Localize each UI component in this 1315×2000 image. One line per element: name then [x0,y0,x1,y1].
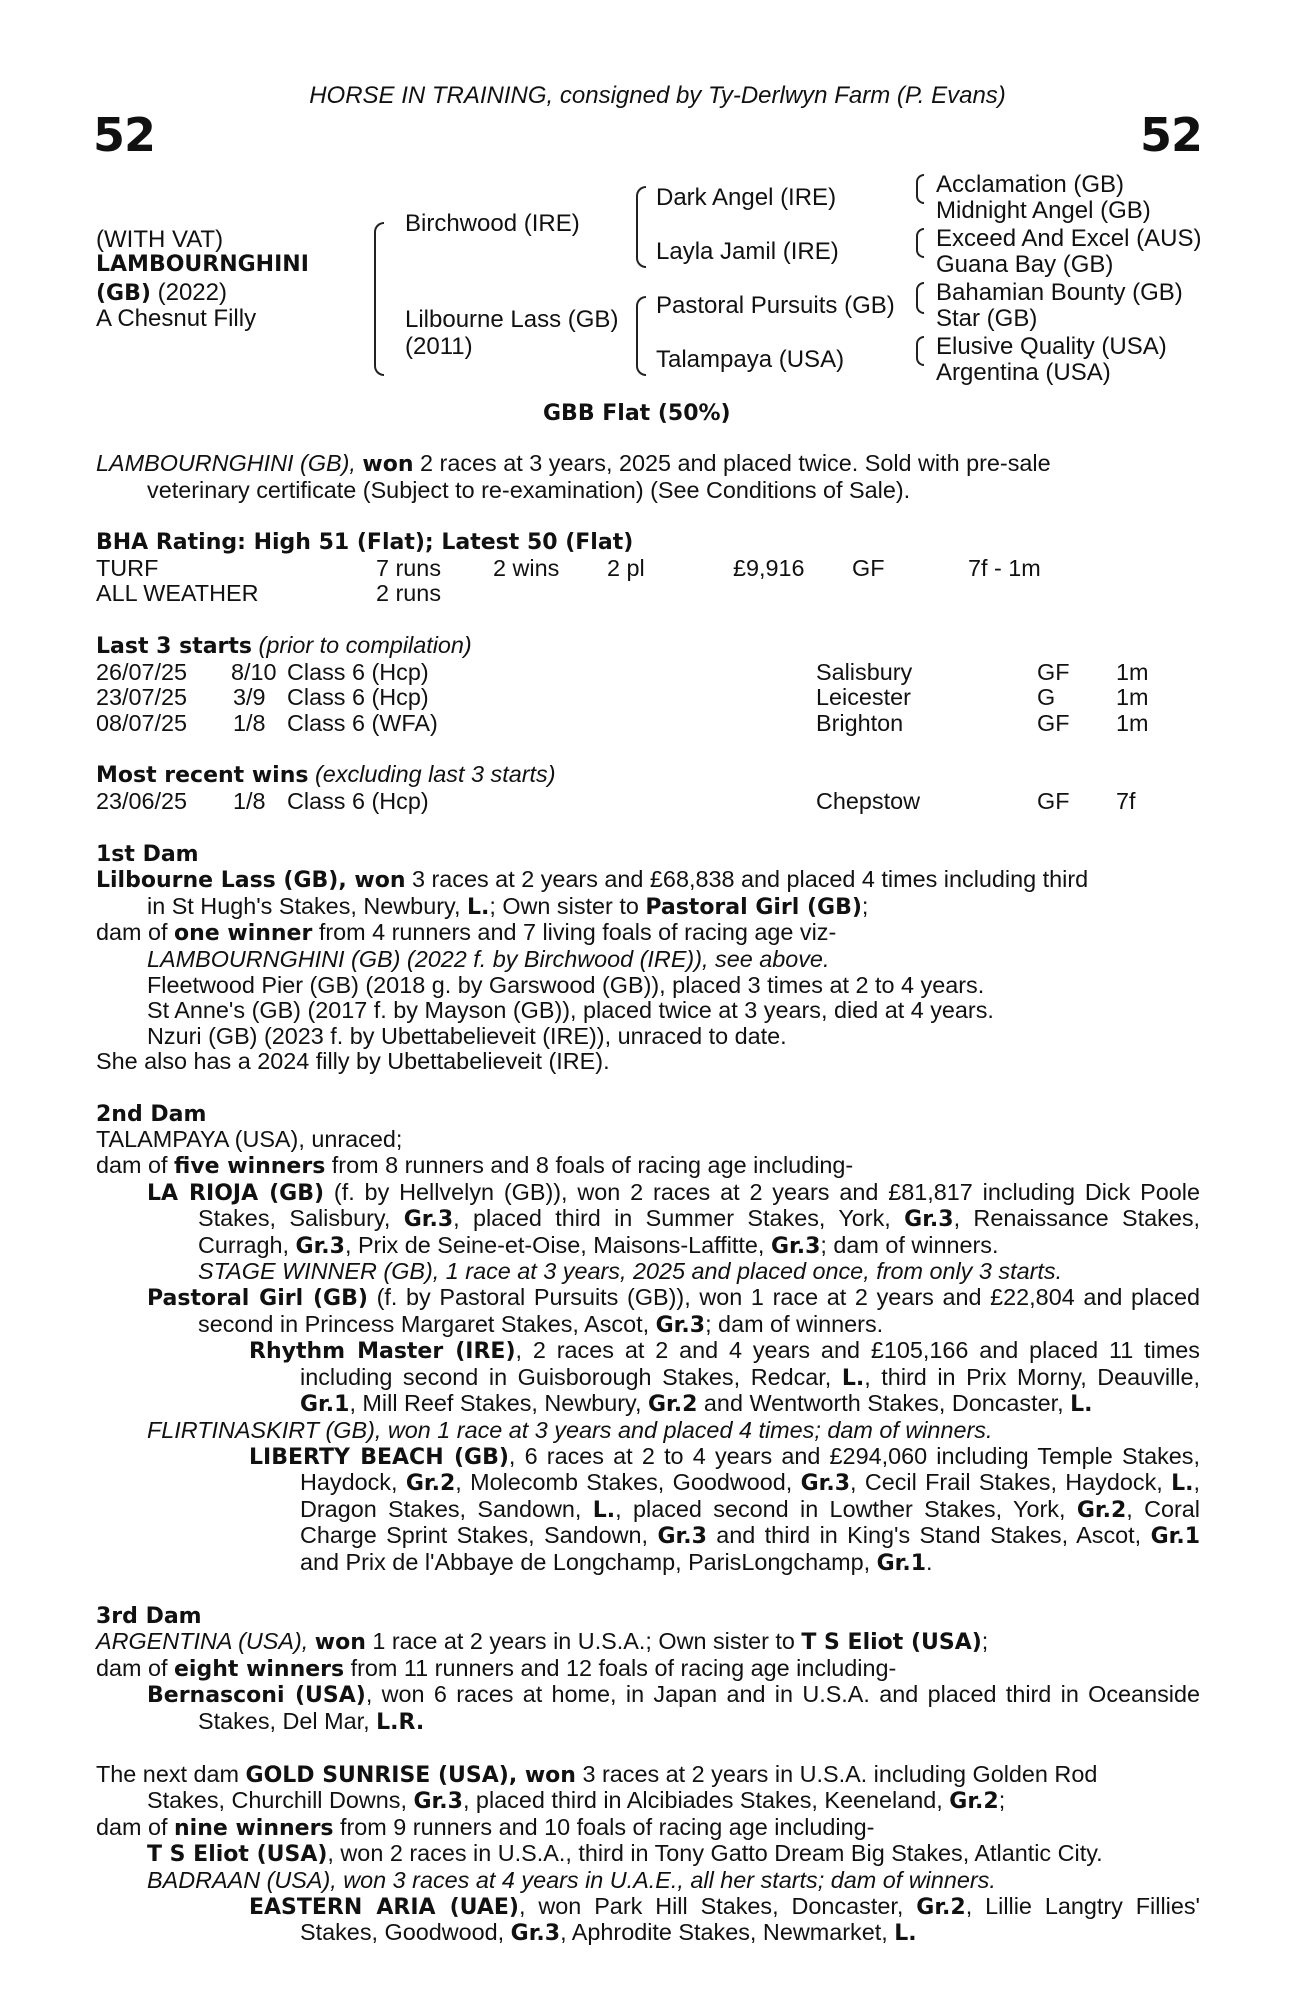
pedigree-sire: Birchwood (IRE) [405,210,580,237]
progeny-eastern-aria: EASTERN ARIA (UAE), won Park Hill Stakes, Doncaster, Gr.2, Lillie Langtry Fillies' Stakes, Goodwood, Gr.3, Aphrodite Stakes, Newmarket, L. [249,1892,1201,1947]
catalogue-body [96,451,1200,1947]
horse-name: LAMBOURNGHINI [96,252,309,277]
foal-2: Fleetwood Pier (GB) (2018 g. by Garswood (GB)), placed 3 times at 2 to 4 years. [147,971,985,998]
summary: LAMBOURNGHINI (GB), won 2 races at 3 years, 2025 and placed twice. Sold with pre-sale veterinary certificate (Subject to re-examination) (See Conditions of Sale). [96,450,1051,503]
dam4-record: The next dam GOLD SUNRISE (USA), won 3 races at 2 years in U.S.A. including Golden Rod Stakes, Churchill Downs, Gr.3, placed third in Alcibiades Stakes, Keeneland, Gr.2; [96,1760,1098,1815]
rating-row-aw: ALL WEATHER 2 runs [96,580,442,607]
pedigree-brace-g1 [916,174,924,204]
pedigree-g3-8: Argentina (USA) [936,359,1111,386]
pedigree-sire-sire: Dark Angel (IRE) [656,184,837,211]
progeny-stage-winner: STAGE WINNER (GB), 1 race at 3 years, 2025 and placed once, from only 3 starts. [198,1258,1063,1285]
lot-number-right: 52 [1139,108,1202,162]
horse-description: A Chesnut Filly [96,305,257,332]
pedigree-brace-g3 [916,282,924,314]
progeny-rhythm-master: Rhythm Master (IRE), 2 races at 2 and 4 years and £105,166 and placed 11 times including second in Guisborough Stakes, Redcar, L., third in Prix Morny, Deauville, Gr.1, Mill Reef Stakes, Newbury, Gr.2 and Wentworth Stakes, Doncaster, L. [249,1337,1201,1418]
dam4-produce: dam of nine winners from 9 runners and 10 foals of racing age including- [96,1813,875,1841]
rating-heading: BHA Rating: High 51 (Flat); Latest 50 (Flat) [96,530,634,556]
pedigree-dam: Lilbourne Lass (GB) [405,306,619,333]
dam1-produce: dam of one winner from 4 runners and 7 living foals of racing age viz- [96,919,837,947]
horse-country-year: (GB) (2022) [96,279,227,306]
gbb-flat: GBB Flat (50%) [543,401,731,426]
rating-row-turf: TURF 7 runs 2 wins 2 pl £9,916 GF 7f - 1m [96,554,1041,581]
progeny-la-rioja: LA RIOJA (GB) (f. by Hellvelyn (GB)), won 2 races at 2 years and £81,817 including Dick Poole Stakes, Salisbury, Gr.3, placed third in Summer Stakes, York, Gr.3, Renaissance Stakes, Curragh, Gr.3, Prix de Seine-et-Oise, Maisons-Laffitte, Gr.3; dam of winners. [147,1178,1201,1259]
pedigree-g3-4: Guana Bay (GB) [936,251,1114,278]
pedigree-g3-5: Bahamian Bounty (GB) [936,279,1183,306]
page-header: HORSE IN TRAINING, consigned by Ty-Derlwyn Farm (P. Evans) [309,82,1006,109]
pedigree-brace-g4 [916,336,924,366]
last-starts-heading: Last 3 starts (prior to compilation) [96,631,472,659]
dam3-produce: dam of eight winners from 11 runners and 12 foals of racing age including- [96,1654,897,1682]
start-row: 23/07/25 3/9 Class 6 (Hcp) Leicester G 1m [96,684,1149,711]
pedigree-dam-sire: Pastoral Pursuits (GB) [656,292,895,319]
dam2-produce: dam of five winners from 8 runners and 8 foals of racing age including- [96,1152,854,1180]
foal-1: LAMBOURNGHINI (GB) (2022 f. by Birchwood (IRE)), see above. [147,945,830,972]
dam1-also: She also has a 2024 filly by Ubettabelieveit (IRE). [96,1048,610,1075]
vat-note: (WITH VAT) [96,226,224,253]
pedigree-brace-dam [636,296,646,376]
progeny-ts-eliot: T S Eliot (USA), won 2 races in U.S.A., third in Tony Gatto Dream Big Stakes, Atlantic City. [147,1840,1103,1868]
win-row: 23/06/25 1/8 Class 6 (Hcp) Chepstow GF 7f [96,787,1136,814]
foal-3: St Anne's (GB) (2017 f. by Mayson (GB)), placed twice at 3 years, died at 4 years. [147,997,994,1024]
pedigree-g3-2: Midnight Angel (GB) [936,197,1151,224]
pedigree-g3-3: Exceed And Excel (AUS) [936,225,1202,252]
pedigree-g3-6: Star (GB) [936,305,1038,332]
pedigree-brace-g2 [916,228,924,258]
dam2-heading: 2nd Dam [96,1101,207,1127]
pedigree-g3-1: Acclamation (GB) [936,171,1125,198]
pedigree-dam-dam: Talampaya (USA) [656,346,845,373]
foal-4: Nzuri (GB) (2023 f. by Ubettabelieveit (IRE)), unraced to date. [147,1022,787,1049]
pedigree-sire-dam: Layla Jamil (IRE) [656,238,839,265]
pedigree-brace-sire [636,186,646,268]
progeny-badraan: BADRAAN (USA), won 3 races at 4 years in U.A.E., all her starts; dam of winners. [147,1866,996,1893]
progeny-liberty-beach: LIBERTY BEACH (GB), 6 races at 2 to 4 years and £294,060 including Temple Stakes, Haydock, Gr.2, Molecomb Stakes, Goodwood, Gr.3, Cecil Frail Stakes, Haydock, L., Dragon Stakes, Sandown, L., placed second in Lowther Stakes, York, Gr.2, Coral Charge Sprint Stakes, Sandown, Gr.3 and third in King's Stand Stakes, Ascot, Gr.1 and Prix de l'Abbaye de Longchamp, ParisLongchamp, Gr.1. [249,1442,1200,1576]
pedigree-dam-year: (2011) [405,333,473,360]
progeny-flirtinaskirt: FLIRTINASKIRT (GB), won 1 race at 3 years and placed 4 times; dam of winners. [147,1417,993,1443]
start-row: 26/07/25 8/10 Class 6 (Hcp) Salisbury GF 1m [96,658,1149,685]
recent-wins-heading: Most recent wins (excluding last 3 starts) [96,761,556,789]
pedigree-brace-main [374,222,384,376]
progeny-bernasconi: Bernasconi (USA), won 6 races at home, in Japan and in U.S.A. and placed third in Oceanside Stakes, Del Mar, L.R. [147,1681,1200,1735]
pedigree-g3-7: Elusive Quality (USA) [936,333,1167,360]
start-row: 08/07/25 1/8 Class 6 (WFA) Brighton GF 1m [96,709,1149,736]
dam1-record: Lilbourne Lass (GB), won 3 races at 2 years and £68,838 and placed 4 times including third in St Hugh's Stakes, Newbury, L.; Own sister to Pastoral Girl (GB); [96,866,1089,920]
dam2-record: TALAMPAYA (USA), unraced; [96,1126,403,1153]
dam3-heading: 3rd Dam [96,1603,202,1629]
dam1-heading: 1st Dam [96,841,199,867]
dam3-record: ARGENTINA (USA), won 1 race at 2 years in U.S.A.; Own sister to T S Eliot (USA); [96,1628,989,1656]
lot-number-left: 52 [93,108,156,162]
progeny-pastoral-girl: Pastoral Girl (GB) (f. by Pastoral Pursuits (GB)), won 1 race at 2 years and £22,804 and placed second in Princess Margaret Stakes, Ascot, Gr.3; dam of winners. [147,1284,1200,1338]
